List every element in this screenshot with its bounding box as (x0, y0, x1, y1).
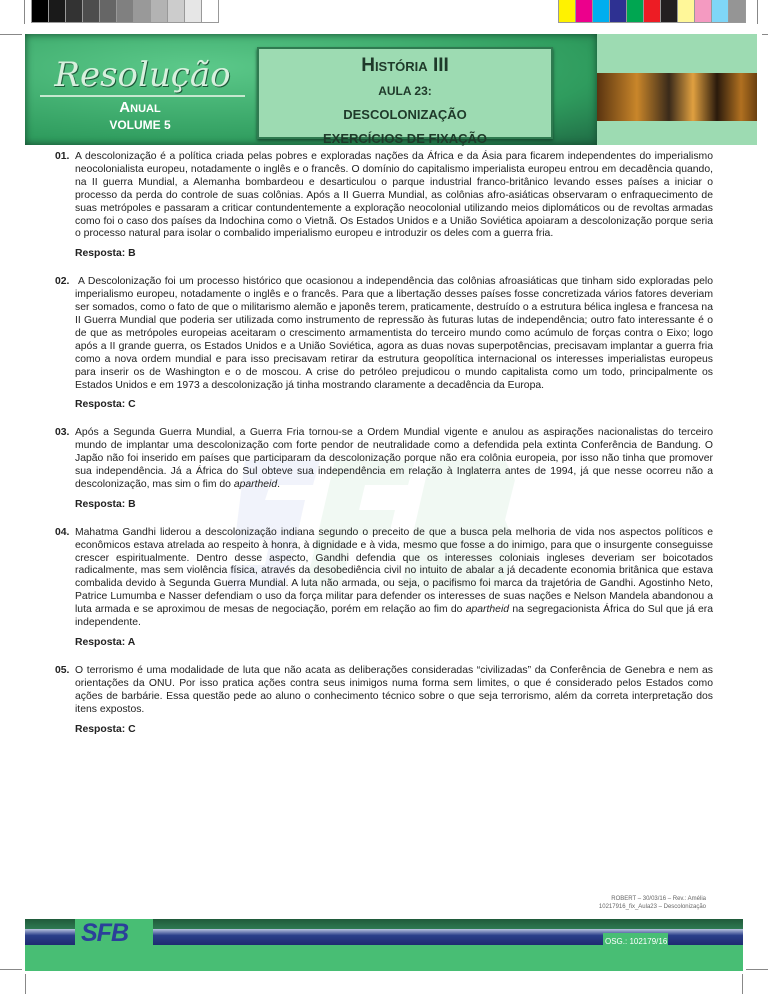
question-02 (55, 276, 713, 392)
lesson-label: AULA 23: (378, 84, 432, 98)
color-swatch (559, 0, 575, 22)
question-text-end: . (277, 478, 281, 490)
subject-title: História III (361, 55, 449, 76)
crop-mark (757, 0, 758, 24)
question-number: 05. (55, 664, 70, 676)
color-swatch (117, 0, 133, 22)
footer-bar (25, 919, 743, 971)
questions-list (55, 151, 713, 751)
color-swatch (151, 0, 167, 22)
colosseum-photo (597, 73, 757, 121)
question-number: 02. (55, 276, 70, 288)
italic-term: apartheid (465, 604, 510, 616)
question-number: 01. (55, 151, 70, 162)
color-swatch (610, 0, 626, 22)
color-swatch (576, 0, 592, 22)
question-text: Mahatma Gandhi liderou a descolonização indiana segundo o preceito de que a busca pela melhoria de vida nos aspectos políticos e econômicos estava atrelada ao respeito à honra, à dignidade e à vida, mesmo que fosse a do inimigo, para que o insurgente conseguisse crescer espiritualmente. Dentro desse aspecto, Gandhi defendia que os interesses coloniais ingleses deveriam ser boicotados radicalmente, mas sem violência física, através da desobediência civil no intuito de abalar a já decadente economia britânica que estava combalida devido à Segunda Guerra Mundial. A luta não armada, ou seja, o pacifismo foi marca da trajetória de Gandhi. Agostinho Neto, Patrice Lumumba e Nasser defendiam o uso da força militar para defender os interesses de suas nações e Nelson Mandela abandonou a luta armada e se aproximou de mesas de negociação, porém em relação ao fim do (75, 526, 713, 616)
question-text-end: na segregacionista África do Sul que já era independente. (75, 604, 713, 629)
color-swatch (185, 0, 201, 22)
color-swatch (83, 0, 99, 22)
crop-mark (746, 969, 768, 970)
volume-label: VOLUME 5 (109, 118, 171, 132)
color-swatch (593, 0, 609, 22)
italic-term: apartheid (233, 478, 278, 490)
answer-02: Resposta: C (75, 399, 136, 411)
credits (599, 895, 706, 911)
color-swatch (66, 0, 82, 22)
question-text: O terrorismo é uma modalidade de luta que não acata as deliberações consideradas “civilizadas” da Conferência de Genebra e nem as orientações da ONU. Por isso pratica ações contra seus inimigos numa forma sem limites, o que é considerado pelos Estados como ações de barbárie. Essa questão pede ao aluno o conhecimento técnico sobre o que seja terrorismo, além da correta interpretação dos itens expostos. (75, 664, 713, 715)
color-swatch (729, 0, 745, 22)
question-text: Após a Segunda Guerra Mundial, a Guerra Fria tornou-se a Ordem Mundial vigente e anulou as aspirações nacionalistas do terceiro mundo de implantar uma descolonização com forte pendor de neutralidade como a defendida pela extinta Conferência de Bandung. O Japão não foi inserido em países que participaram da descolonização porque não era colônia europeia, por isso não tinha que promover sua independência. Já a África do Sul obteve sua independência em relação à Inglaterra antes de 1994, já que nesse ocorreu não a descolonização, mas sim o fim do (75, 427, 713, 490)
question-04 (55, 527, 713, 630)
section-title: EXERCÍCIOS DE FIXAÇÃO (323, 131, 487, 146)
color-swatch (100, 0, 116, 22)
question-01 (55, 151, 713, 241)
answer-05: Resposta: C (75, 723, 136, 735)
answer-04: Resposta: A (75, 637, 136, 648)
crop-mark (742, 974, 743, 994)
credits-line-1: ROBERT – 30/03/16 – Rev.: Amélia (611, 896, 706, 902)
question-03 (55, 427, 713, 492)
color-swatch (49, 0, 65, 22)
color-swatch (661, 0, 677, 22)
sfb-logo: SFB (81, 919, 128, 947)
answer-03: Resposta: B (75, 498, 136, 510)
credits-line-2: 10217916_fix_Aula23 – Descolonização (598, 904, 706, 910)
osg-label: OSG.: 102179/16 (605, 937, 668, 946)
crop-mark (762, 34, 768, 35)
question-text: A descolonização é a política criada pelas pobres e exploradas nações da África e da Ásia para ficarem independentes do imperialismo neocolonialista europeu, notadamente o inglês e o francês. O domínio do capitalismo imperialista europeu entrou em decadência quando, na II guerra Mundial, a Alemanha bombardeou e desarticulou o parque industrial franco-britânico levando esses países a iniciar o processo da perda do controle de suas colônias. Após a II Guerra Mundial, as colônias afro-asiáticas observaram o enfraquecimento de suas metrópoles e passaram a criticar contundentemente a exploração neocolonial utilizando meios diplomáticos ou de revoltas armadas como foi o caso dos países da Indochina como o Vietnã. Os Estados Unidos e a União Soviética apoiaram a descolonização porque seria o processo natural para isolar o combalido imperialismo europeu e introduzir os deles com a guerra fria. (75, 151, 713, 240)
crop-mark (0, 969, 22, 970)
answer-01: Resposta: B (75, 248, 136, 260)
color-swatch (202, 0, 218, 22)
crop-mark (0, 34, 22, 35)
title-box (257, 47, 553, 146)
crop-mark (25, 974, 26, 994)
osg-label-box (603, 933, 668, 951)
color-swatch (695, 0, 711, 22)
question-text: A Descolonização foi um processo histórico que ocasionou a independência das colônias afroasiáticas que tinham sido exploradas pelo imperialismo europeu, notadamente o inglês e o francês. Para que a libertação desses países fosse concretizada vários fatores deveriam ser somados, como o fato de que o militarismo alemão e japonês terem, praticamente, destruído o a estrutura bélica inglesa e francesa na II Guerra Mundial que poderia ser utilizada como instrumento de repressão às futuras lutas de independência; outro fato interessante é o de que as metrópoles europeias aceitaram o crescimento armamentista do terceiro mundo como acúmulo de forças contra o Eixo; logo após a II grande guerra, os Estados Unidos e a União Soviética, agora as duas novas superpotências, precisavam implantar a guerra fria como a nova ordem mundial e para isso precisavam retirar da estrutura geopolítica internacional os interesses imperialistas europeus para inserir os de Washington e o de moscou. A crise do petróleo prejudicou o mundo capitalista como um todo, principalmente os Estados Unidos e em 1973 a descolonização já tinha mostrando claramente a decadência da Europa. (75, 276, 713, 391)
color-swatch (168, 0, 184, 22)
question-05 (55, 665, 713, 717)
question-number: 03. (55, 427, 70, 439)
color-swatch (678, 0, 694, 22)
color-swatch (134, 0, 150, 22)
crop-mark (24, 0, 25, 24)
color-swatch (712, 0, 728, 22)
topic-title: DESCOLONIZAÇÃO (343, 107, 467, 122)
resolucao-logo: Resolução (40, 55, 245, 97)
question-number: 04. (55, 526, 70, 538)
color-swatch (627, 0, 643, 22)
sfb-logo-box (75, 919, 153, 949)
course-label: Anual (119, 99, 161, 116)
color-swatch (32, 0, 48, 22)
color-swatch (644, 0, 660, 22)
